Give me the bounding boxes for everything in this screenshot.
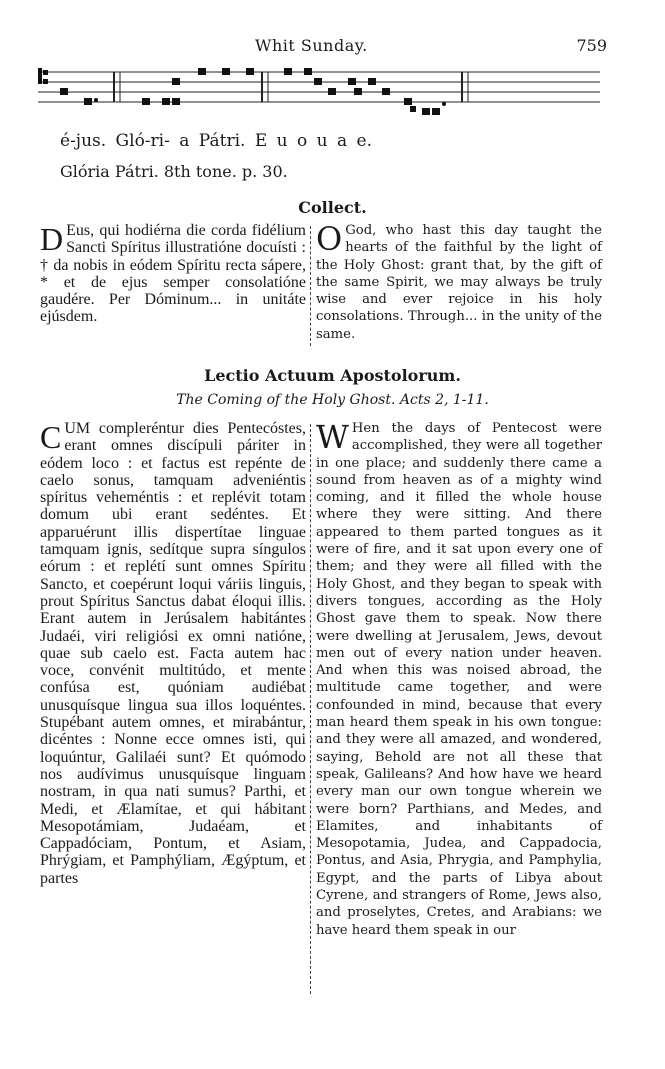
chant-staff <box>38 64 600 124</box>
lesson-heading: Lectio Actuum Apostolorum. <box>204 366 461 385</box>
collect-latin: DEus, qui hodiérna die corda fidélium Sancti Spíritus illustratióne docuísti : † da nobis in eódem Spíritu recta sápere, * et de ejus semper consolatióne gaudére. Per Dóminum... in unitáte ejúsdem. <box>40 221 306 326</box>
running-head <box>0 36 665 60</box>
column-divider <box>310 226 311 346</box>
page-number: 759 <box>576 36 607 55</box>
lesson-english: WHen the days of Pentecost were accomplished, they were all together in one place; and suddenly there came a sound from heaven as of a mighty wind coming, and it filled the whole house where they were sitting. And there appeared to them parted tongues as it were of fire, and it sat upon every one of them; and they were all filled with the Holy Ghost, and they began to speak with divers tongues, according as the Holy Ghost gave them to speak. Now there were dwelling at Jerusalem, Jews, devout men out of every nation under heaven. And when this was noised abroad, the multitude came together, and were confounded in mind, because that every man heard them speak in his own tongue: and they were all amazed, and wondered, saying, Behold are not all these that speak, Galileans? And how have we heard every man our own tongue wherein we were born? Parthians, and Medes, and Elamites, and inhabitants of Mesopotamia, Judea, and Cappadocia, Pontus, and Asia, Phrygia, and Pamphylia, Egypt, and the parts of Libya about Cyrene, and strangers of Rome, Jews also, and proselytes, Cretes, and Arabians: we have heard them speak in our <box>316 418 602 938</box>
collect-english: OGod, who hast this day taught the hearts of the faithful by the light of the Holy Ghost: grant that, by the gift of the same Spirit, we may always be truly wise and ever rejoice in his holy consolations. Through... in the unity of the same. <box>316 220 602 342</box>
lesson-latin: CUM compleréntur dies Pentecóstes, erant omnes discípuli páriter in eódem loco : et factus est repénte de caelo sonus, tamquam adveniéntis spíritus veheméntis : et replévit totam domum ubi erant sedéntes. Et apparuérunt illis dispertítae linguae tamquam ignis, sedítque supra síngulos eórum : et replétí sunt omnes Spíritu Sancto, et coepérunt loqui váriis linguis, prout Spíritus Sanctus dabat éloqui illis. Erant autem in Jerúsalem habitántes Judaéi, viri religiósi ex omni natióne, quae sub caelo est. Facta autem hac voce, convénit multitúdo, et mente confúsa est, quóniam audiébat unusquísque lingua sua illos loquéntes. Stupébant autem omnes, et mirabántur, dicéntes : Nonne ecce omnes isti, qui loquúntur, Galilaéi sunt? Et quómodo nos audívimus unusquísque linguam nostram, in qua nati sumus? Parthi, et Medi, et Ælamítae, et qui hábitant Mesopotámiam, Judaéam, et Cappadóciam, Pontum, et Asiam, Phrýgiam, et Pamphýliam, Ægýptum, et partes <box>40 419 306 887</box>
lesson-subheading: The Coming of the Holy Ghost. Acts 2, 1-11. <box>176 392 489 408</box>
gloria-reference: Glória Pátri. 8th tone. p. 30. <box>60 162 288 181</box>
collect-heading: Collect. <box>298 198 367 217</box>
chant-syllables: é-jus. Gló-ri- a Pátri. E u o u a e. <box>60 131 372 151</box>
running-head-title: Whit Sunday. <box>255 36 368 55</box>
column-divider <box>310 424 311 994</box>
